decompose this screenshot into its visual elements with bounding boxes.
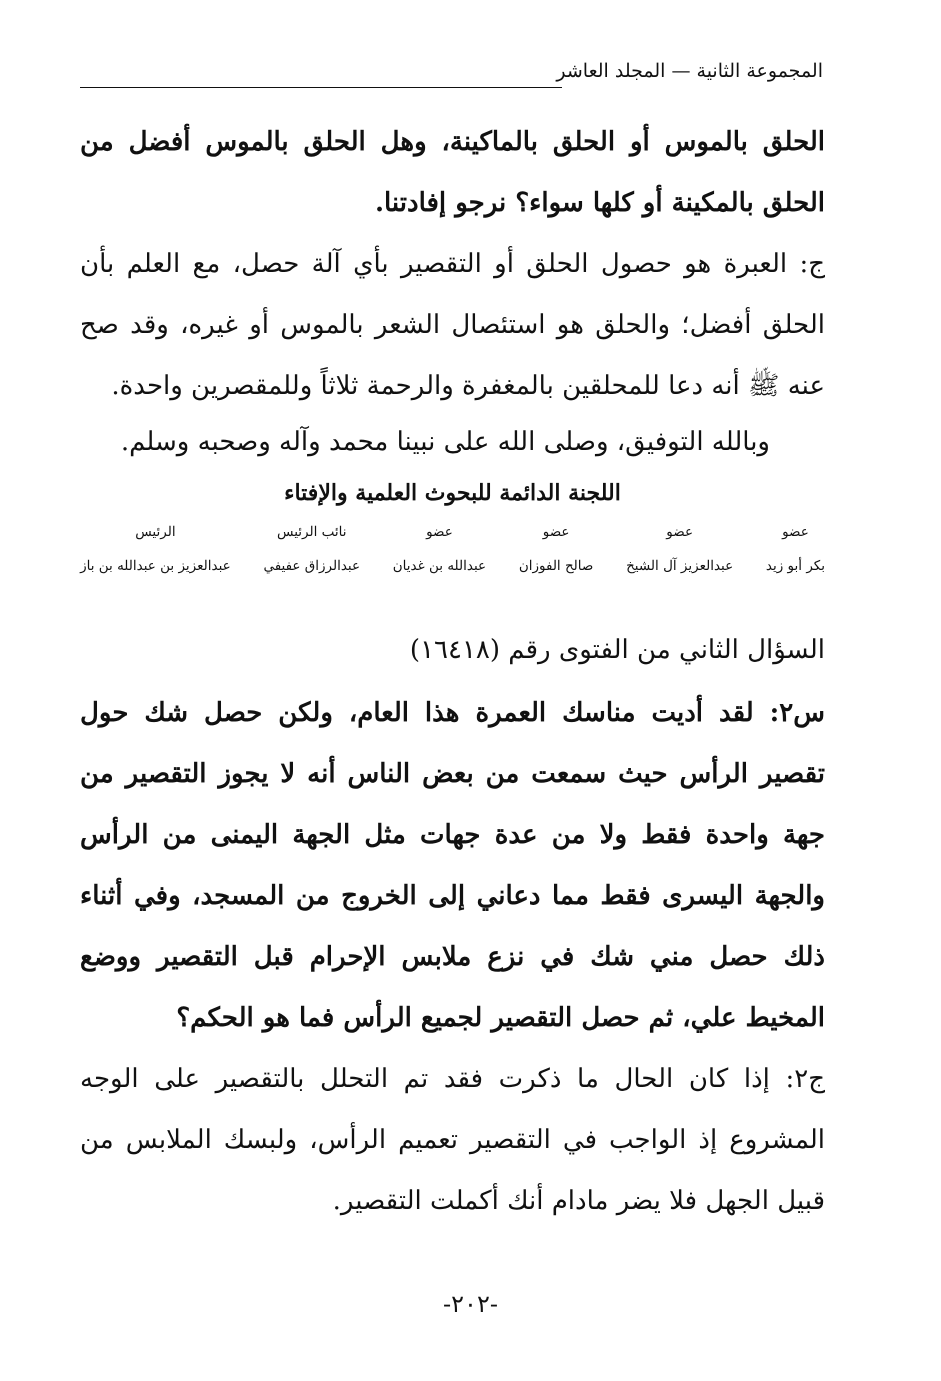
committee-title: اللجنة الدائمة للبحوث العلمية والإفتاء bbox=[284, 480, 621, 506]
signature-member-3 bbox=[519, 521, 594, 577]
header-rule bbox=[80, 87, 562, 88]
closing-prayer: وبالله التوفيق، وصلى الله على نبينا محمد وآله وصحبه وسلم. bbox=[120, 427, 770, 457]
question-2: س٢: لقد أديت مناسك العمرة هذا العام، ولكن حصل شك حول تقصير الرأس حيث سمعت من بعض الناس أنه لا يجوز التقصير من جهة واحدة فقط ولا من عدة جهات مثل الجهة اليمنى من الرأس والجهة اليسرى فقط مما دعاني إلى الخروج من المسجد، وفي أثناء ذلك حصل مني شك في نزع ملابس الإحرام قبل التقصير ووضع المخيط علي، ثم حصل التقصير لجميع الرأس فما هو الحكم؟ bbox=[80, 698, 825, 1033]
signature-name: بكر أبو زيد bbox=[765, 558, 825, 574]
page-content bbox=[80, 112, 825, 1232]
running-header: المجموعة الثانية — المجلد العاشر bbox=[556, 60, 823, 82]
signature-member-5 bbox=[263, 521, 360, 577]
answer-2: ج٢: إذا كان الحال ما ذكرت فقد تم التحلل بالتقصير على الوجه المشروع إذ الواجب في التقصير تعميم الرأس، ولبسك الملابس من قبيل الجهل فلا يضر مادام أنك أكملت التقصير. bbox=[80, 1064, 825, 1216]
signature-name: عبدالعزيز بن عبدالله بن باز bbox=[80, 558, 231, 574]
page-number: -٢٠٢- bbox=[443, 1290, 498, 1318]
signature-name: عبدالله بن غديان bbox=[392, 558, 487, 574]
signature-member-2 bbox=[626, 521, 733, 577]
signature-member-6 bbox=[80, 521, 231, 577]
signature-role: عضو bbox=[782, 524, 809, 540]
signature-name: عبدالرزاق عفيفي bbox=[263, 558, 361, 574]
fatwa-2-title: السؤال الثاني من الفتوى رقم (١٦٤١٨) bbox=[409, 635, 825, 665]
signature-role: عضو bbox=[666, 524, 694, 540]
answer-1: ج: العبرة هو حصول الحلق أو التقصير بأي آلة حصل، مع العلم بأن الحلق أفضل؛ والحلق هو استئصال الشعر بالموس أو غيره، وقد صح عنه ﷺ أنه دعا للمحلقين بالمغفرة والرحمة ثلاثاً وللمقصرين واحدة. bbox=[80, 249, 825, 401]
signature-role: عضو bbox=[542, 524, 570, 540]
signature-role: الرئيس bbox=[135, 524, 176, 540]
signature-name: عبدالعزيز آل الشيخ bbox=[626, 558, 734, 574]
question-1-continuation: الحلق بالموس أو الحلق بالماكينة، وهل الحلق بالموس أفضل من الحلق بالمكينة أو كلها سواء؟ نرجو إفادتنا. bbox=[80, 127, 825, 218]
signature-table bbox=[80, 521, 825, 577]
signature-name: صالح الفوزان bbox=[518, 558, 594, 574]
signature-role: نائب الرئيس bbox=[276, 524, 347, 540]
signature-member-4 bbox=[393, 521, 486, 577]
signature-member-1 bbox=[766, 521, 825, 577]
signature-role: عضو bbox=[426, 524, 453, 540]
